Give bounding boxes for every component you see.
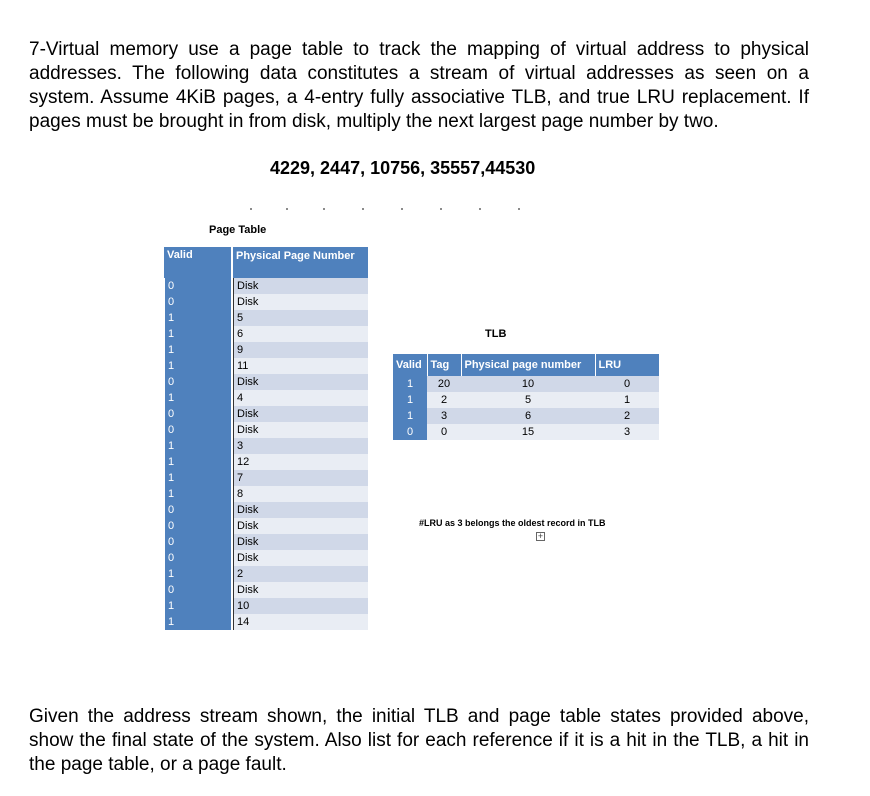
page-table-title: Page Table	[209, 224, 267, 236]
lru-note: #LRU as 3 belongs the oldest record in TLB	[419, 518, 606, 528]
page-table-ppn-cell: Disk	[233, 534, 368, 550]
page-table-row	[164, 278, 368, 294]
page-table-row	[164, 582, 368, 598]
tlb-tag-header: Tag	[427, 354, 461, 376]
tlb-ppn-cell: 15	[461, 424, 595, 440]
tlb-ppn-cell: 5	[461, 392, 595, 408]
page-table-row	[164, 534, 368, 550]
page-table-valid-cell: 1	[164, 454, 233, 470]
page-table-ppn-cell: 8	[233, 486, 368, 502]
tlb-title: TLB	[485, 328, 507, 340]
page-table-ppn-cell: Disk	[233, 502, 368, 518]
page-table-ppn-cell: 9	[233, 342, 368, 358]
page-table-row	[164, 406, 368, 422]
tlb-valid-cell: 1	[393, 376, 427, 392]
page-table-row	[164, 470, 368, 486]
page-table-row	[164, 438, 368, 454]
page-table-ppn-cell: 10	[233, 598, 368, 614]
page-table-row	[164, 374, 368, 390]
tlb-row	[393, 408, 659, 424]
tlb-ppn-header: Physical page number	[461, 354, 595, 376]
page-table-valid-cell: 0	[164, 502, 233, 518]
page-table-ppn-cell: Disk	[233, 550, 368, 566]
page-table-row	[164, 358, 368, 374]
page-table-valid-cell: 1	[164, 358, 233, 374]
tlb-row	[393, 376, 659, 392]
tlb-tag-cell: 3	[427, 408, 461, 424]
tlb-lru-header: LRU	[595, 354, 659, 376]
page-table-valid-cell: 0	[164, 278, 233, 294]
page-table-ppn-cell: Disk	[233, 518, 368, 534]
page-table-ppn-cell: 6	[233, 326, 368, 342]
dotted-separator	[246, 204, 536, 212]
page-table-ppn-cell: 14	[233, 614, 368, 630]
page-table-row	[164, 326, 368, 342]
page-table-ppn-cell: 5	[233, 310, 368, 326]
page-table-ppn-cell: Disk	[233, 374, 368, 390]
tlb-row	[393, 424, 659, 440]
page-table-valid-cell: 1	[164, 598, 233, 614]
page-table-row	[164, 598, 368, 614]
page-table-valid-cell: 0	[164, 406, 233, 422]
tlb-lru-cell: 3	[595, 424, 659, 440]
page-table-ppn-cell: 4	[233, 390, 368, 406]
page-table-row	[164, 550, 368, 566]
page-table-row	[164, 614, 368, 630]
page-table-ppn-cell: 11	[233, 358, 368, 374]
page-table-valid-cell: 0	[164, 422, 233, 438]
tlb-lru-cell: 0	[595, 376, 659, 392]
page-table-ppn-header: Physical Page Number	[233, 247, 368, 278]
page-table-row	[164, 390, 368, 406]
page-table-valid-cell: 1	[164, 614, 233, 630]
page-table-valid-cell: 1	[164, 486, 233, 502]
tlb-tag-cell: 2	[427, 392, 461, 408]
page-table-row	[164, 294, 368, 310]
page-table-valid-cell: 0	[164, 582, 233, 598]
page-table-ppn-cell: 2	[233, 566, 368, 582]
page-table-row	[164, 566, 368, 582]
page-table-valid-cell: 1	[164, 566, 233, 582]
tlb-ppn-cell: 6	[461, 408, 595, 424]
page-table-ppn-cell: 3	[233, 438, 368, 454]
page-table-valid-cell: 1	[164, 326, 233, 342]
question-statement: Given the address stream shown, the initial TLB and page table states provided above, show the final state of the system. Also list for each reference if it is a hit in the TLB, a hit in the page table, or a page fault.	[29, 706, 809, 775]
tlb-tag-cell: 0	[427, 424, 461, 440]
page-table-ppn-cell: Disk	[233, 582, 368, 598]
tlb-row	[393, 392, 659, 408]
page-table-row	[164, 518, 368, 534]
tlb-valid-cell: 1	[393, 408, 427, 424]
page-table-ppn-cell: 12	[233, 454, 368, 470]
page-table-valid-cell: 0	[164, 294, 233, 310]
page-table	[164, 247, 368, 630]
page-table-ppn-cell: Disk	[233, 278, 368, 294]
page-table-valid-cell: 1	[164, 470, 233, 486]
expand-icon[interactable]: +	[537, 531, 544, 541]
page-table-row	[164, 422, 368, 438]
page-table-row	[164, 310, 368, 326]
tlb-lru-cell: 2	[595, 408, 659, 424]
page-table-valid-header: Valid	[164, 247, 233, 278]
page-table-valid-cell: 0	[164, 534, 233, 550]
address-stream: 4229, 2447, 10756, 35557,44530	[270, 158, 536, 178]
page-table-valid-cell: 1	[164, 310, 233, 326]
page-table-ppn-cell: Disk	[233, 422, 368, 438]
tlb-lru-cell: 1	[595, 392, 659, 408]
tlb-valid-header: Valid	[393, 354, 427, 376]
page-table-valid-cell: 1	[164, 390, 233, 406]
tlb-table	[393, 354, 660, 440]
tlb-ppn-cell: 10	[461, 376, 595, 392]
tlb-valid-cell: 0	[393, 424, 427, 440]
page-table-row	[164, 342, 368, 358]
page-table-row	[164, 454, 368, 470]
page-table-header	[164, 247, 368, 278]
tlb-valid-cell: 1	[393, 392, 427, 408]
page-table-valid-cell: 0	[164, 374, 233, 390]
tlb-tag-cell: 20	[427, 376, 461, 392]
page-table-ppn-cell: Disk	[233, 294, 368, 310]
page-table-valid-cell: 1	[164, 342, 233, 358]
page-table-ppn-cell: Disk	[233, 406, 368, 422]
page-table-valid-cell: 0	[164, 518, 233, 534]
page-table-valid-cell: 0	[164, 550, 233, 566]
page-table-row	[164, 486, 368, 502]
page-table-ppn-cell: 7	[233, 470, 368, 486]
problem-statement: 7-Virtual memory use a page table to track the mapping of virtual address to physical addresses. The following data constitutes a stream of virtual addresses as seen on a system. Assume 4KiB pages, a 4-entry fully associative TLB, and true LRU replacement. If pages must be brought in from disk, multiply the next largest page number by two.	[29, 39, 809, 132]
page-table-row	[164, 502, 368, 518]
page-table-valid-cell: 1	[164, 438, 233, 454]
